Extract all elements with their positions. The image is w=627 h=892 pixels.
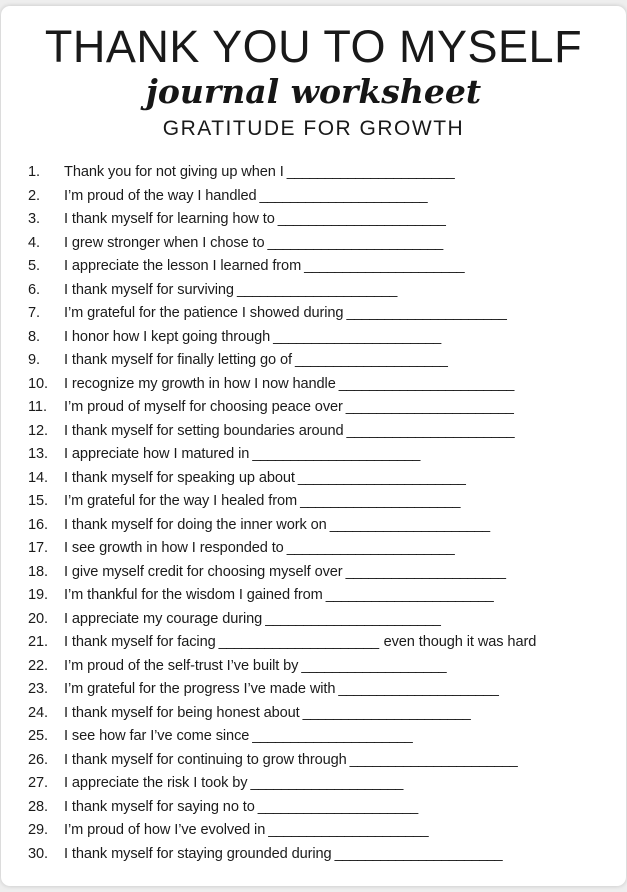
- prompt-number: 12.: [28, 422, 48, 439]
- prompt-text: I thank myself for learning how to: [64, 211, 275, 228]
- prompt-text: Thank you for not giving up when I: [64, 164, 284, 181]
- prompt-text: I’m grateful for the way I healed from: [64, 493, 298, 510]
- prompt-blank-line: _______________________: [267, 234, 443, 251]
- prompt-number: 15.: [28, 493, 48, 510]
- prompt-number: 4.: [28, 234, 40, 251]
- prompt-row: [28, 749, 626, 773]
- prompt-text: I’m grateful for the progress I’ve made with: [64, 681, 336, 698]
- prompt-row: [28, 514, 626, 538]
- prompt-text: I thank myself for surviving: [64, 281, 234, 298]
- prompt-blank-line: _____________________: [218, 634, 379, 651]
- prompt-row: [28, 631, 626, 655]
- prompt-row: [28, 443, 626, 467]
- prompt-text: I give myself credit for choosing myself over: [64, 563, 343, 580]
- prompt-number: 17.: [28, 540, 48, 557]
- prompt-blank-line: _____________________: [338, 681, 499, 698]
- prompt-row: [28, 725, 626, 749]
- prompt-blank-line: ______________________: [334, 845, 503, 862]
- prompt-number: 14.: [28, 469, 48, 486]
- prompt-blank-line: ______________________: [286, 164, 455, 181]
- prompt-blank-line: ______________________: [286, 540, 455, 557]
- prompt-blank-line: _____________________: [304, 258, 465, 275]
- prompt-text: I thank myself for being honest about: [64, 704, 300, 721]
- prompt-text: I see how far I’ve come since: [64, 728, 250, 745]
- prompt-number: 25.: [28, 728, 48, 745]
- prompt-blank-line: ______________________: [345, 399, 514, 416]
- prompt-number: 20.: [28, 610, 48, 627]
- prompt-text: I appreciate the lesson I learned from: [64, 258, 302, 275]
- prompt-text: I’m proud of the self-trust I’ve built by: [64, 657, 299, 674]
- prompt-number: 27.: [28, 775, 48, 792]
- prompt-blank-line: _______________________: [265, 610, 441, 627]
- prompt-row: [28, 279, 626, 303]
- prompt-number: 30.: [28, 845, 48, 862]
- prompt-number: 13.: [28, 446, 48, 463]
- prompt-number: 21.: [28, 634, 48, 651]
- prompt-row: [28, 467, 626, 491]
- prompt-number: 18.: [28, 563, 48, 580]
- prompt-text: I’m grateful for the patience I showed during: [64, 305, 344, 322]
- prompt-blank-line: _____________________: [236, 281, 397, 298]
- prompt-row: [28, 843, 626, 867]
- prompt-text: I’m proud of the way I handled: [64, 187, 257, 204]
- prompt-blank-line: ______________________: [259, 187, 428, 204]
- prompt-text: I thank myself for setting boundaries around: [64, 422, 344, 439]
- prompt-text: I thank myself for saying no to: [64, 798, 255, 815]
- prompt-number: 10.: [28, 375, 48, 392]
- prompt-row: [28, 255, 626, 279]
- prompt-number: 29.: [28, 822, 48, 839]
- prompt-blank-line: ______________________: [297, 469, 466, 486]
- prompt-blank-line: ____________________: [295, 352, 448, 369]
- prompt-row: [28, 655, 626, 679]
- prompt-blank-line: ______________________: [349, 751, 518, 768]
- prompt-row: [28, 185, 626, 209]
- prompt-blank-line: _____________________: [345, 563, 506, 580]
- prompt-blank-line: _____________________: [329, 516, 490, 533]
- prompt-text: I thank myself for continuing to grow through: [64, 751, 347, 768]
- prompt-number: 22.: [28, 657, 48, 674]
- prompt-row: [28, 161, 626, 185]
- prompt-row: [28, 772, 626, 796]
- prompt-row: [28, 608, 626, 632]
- prompt-row: [28, 232, 626, 256]
- prompt-number: 5.: [28, 258, 40, 275]
- subtitle-script: journal worksheet: [145, 71, 482, 111]
- prompt-blank-line: ______________________: [252, 446, 420, 463]
- prompt-text: I thank myself for finally letting go of: [64, 352, 292, 369]
- prompt-row: [28, 490, 626, 514]
- prompt-blank-line: _____________________: [252, 728, 413, 745]
- prompt-row: [28, 349, 626, 373]
- prompt-text: I thank myself for speaking up about: [64, 469, 295, 486]
- prompt-row: [28, 537, 626, 561]
- prompt-text: I grew stronger when I chose to: [64, 234, 265, 251]
- prompt-list: [1, 161, 626, 866]
- prompt-row: [28, 396, 626, 420]
- prompt-text: I’m proud of myself for choosing peace over: [64, 399, 343, 416]
- prompt-row: [28, 561, 626, 585]
- prompt-number: 9.: [28, 352, 40, 369]
- prompt-number: 26.: [28, 751, 48, 768]
- prompt-blank-line: _____________________: [268, 822, 429, 839]
- prompt-text: I recognize my growth in how I now handle: [64, 375, 336, 392]
- prompt-blank-line: ______________________: [273, 328, 441, 345]
- worksheet-header: [1, 6, 626, 141]
- prompt-number: 6.: [28, 281, 40, 298]
- page-title: THANK YOU TO MYSELF: [44, 21, 583, 72]
- prompt-number: 7.: [28, 305, 40, 322]
- prompt-row: [28, 796, 626, 820]
- prompt-text: I thank myself for doing the inner work on: [64, 516, 327, 533]
- prompt-blank-line: _____________________: [346, 305, 507, 322]
- prompt-text: I thank myself for staying grounded during: [64, 845, 332, 862]
- prompt-row: [28, 326, 626, 350]
- prompt-blank-line: _____________________: [257, 798, 418, 815]
- prompt-number: 2.: [28, 187, 40, 204]
- prompt-blank-line: _______________________: [338, 375, 514, 392]
- prompt-blank-line: ______________________: [346, 422, 515, 439]
- prompt-row: [28, 208, 626, 232]
- prompt-number: 8.: [28, 328, 40, 345]
- worksheet-page: [1, 6, 626, 886]
- prompt-number: 1.: [28, 164, 40, 181]
- prompt-row: [28, 373, 626, 397]
- prompt-row: [28, 819, 626, 843]
- prompt-number: 23.: [28, 681, 48, 698]
- prompt-number: 11.: [28, 399, 47, 416]
- prompt-number: 28.: [28, 798, 48, 815]
- prompt-number: 16.: [28, 516, 48, 533]
- prompt-text: I’m thankful for the wisdom I gained from: [64, 587, 323, 604]
- prompt-text: I see growth in how I responded to: [64, 540, 284, 557]
- prompt-blank-line: _____________________: [300, 493, 461, 510]
- prompt-suffix: even though it was hard: [383, 634, 537, 651]
- prompt-number: 19.: [28, 587, 48, 604]
- prompt-row: [28, 584, 626, 608]
- prompt-row: [28, 302, 626, 326]
- prompt-blank-line: ______________________: [277, 211, 446, 228]
- subtitle-caps: GRATITUDE FOR GROWTH: [162, 117, 465, 141]
- prompt-blank-line: ____________________: [250, 775, 403, 792]
- prompt-number: 3.: [28, 211, 40, 228]
- prompt-number: 24.: [28, 704, 48, 721]
- prompt-text: I appreciate how I matured in: [64, 446, 250, 463]
- prompt-blank-line: ___________________: [301, 657, 447, 674]
- prompt-text: I thank myself for facing: [64, 634, 216, 651]
- prompt-row: [28, 420, 626, 444]
- prompt-row: [28, 702, 626, 726]
- prompt-text: I appreciate the risk I took by: [64, 775, 248, 792]
- prompt-blank-line: ______________________: [302, 704, 471, 721]
- prompt-text: I appreciate my courage during: [64, 610, 263, 627]
- prompt-row: [28, 678, 626, 702]
- prompt-blank-line: ______________________: [325, 587, 494, 604]
- prompt-text: I’m proud of how I’ve evolved in: [64, 822, 266, 839]
- prompt-text: I honor how I kept going through: [64, 328, 271, 345]
